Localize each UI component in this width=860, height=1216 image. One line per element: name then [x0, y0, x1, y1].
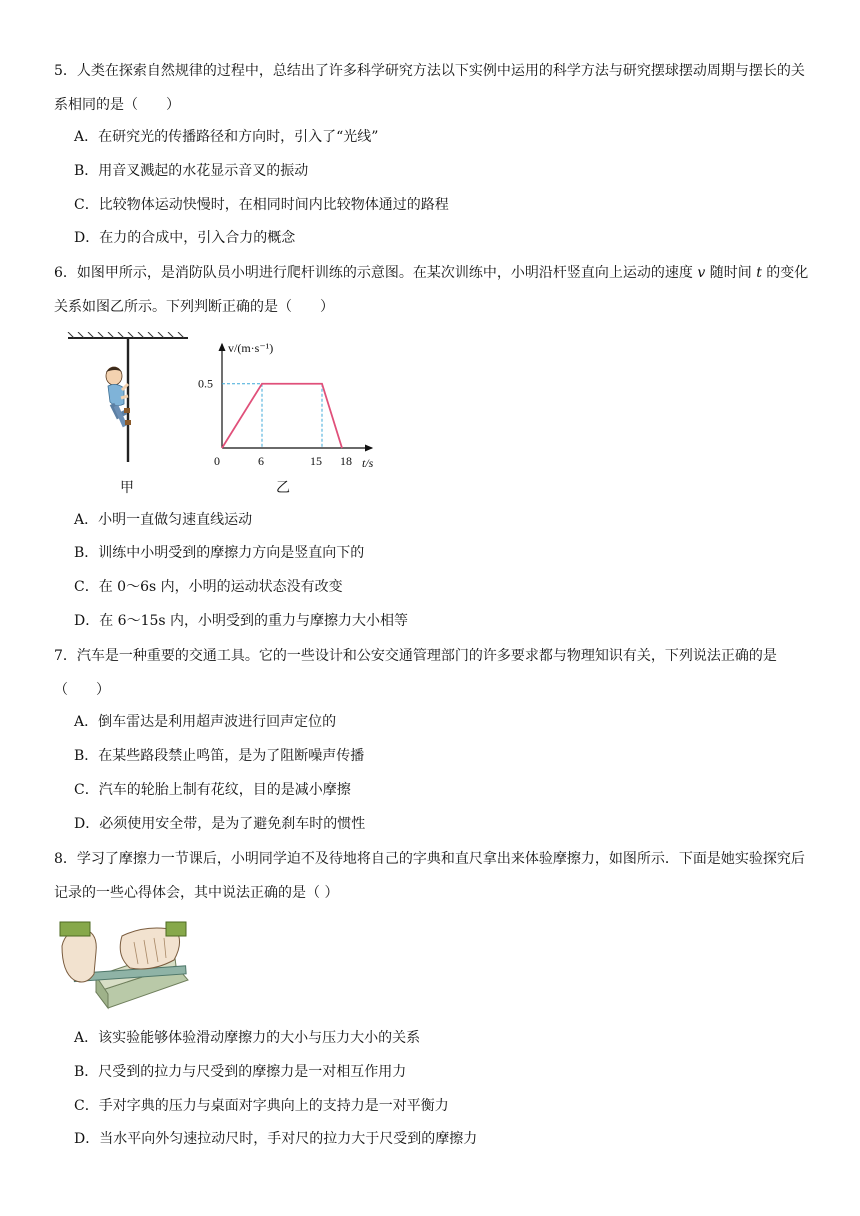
- x-tick-label: 18: [340, 454, 352, 468]
- question-6-option-a: A．小明一直做匀速直线运动: [74, 512, 253, 528]
- velocity-series-line: [222, 384, 342, 448]
- question-7-option-a: A．倒车雷达是利用超声波进行回声定位的: [74, 714, 337, 730]
- dictionary-ruler-figure: [56, 916, 190, 1014]
- y-axis-label: v/(m·s⁻¹): [228, 341, 274, 355]
- question-6-stem-text-2: 随时间: [705, 265, 757, 281]
- question-5-option-c: C．比较物体运动快慢时，在相同时间内比较物体通过的路程: [74, 197, 449, 213]
- question-5-option-a: A．在研究光的传播路径和方向时，引入了“光线”: [74, 129, 379, 145]
- figure-jia-label: 甲: [120, 481, 134, 496]
- question-6-var-t: t: [756, 265, 762, 281]
- x-axis-label: t/s: [362, 456, 374, 470]
- question-6-option-d: D．在 6～15s 内，小明受到的重力与摩擦力大小相等: [74, 613, 409, 629]
- question-6-option-b: B．训练中小明受到的摩擦力方向是竖直向下的: [74, 545, 365, 561]
- question-8-option-b: B．尺受到的拉力与尺受到的摩擦力是一对相互作用力: [74, 1064, 407, 1080]
- question-8-stem: 8．学习了摩擦力一节课后，小明同学迫不及待地将自己的字典和直尺拿出来体验摩擦力，如图所示．下面是她实验探究后记录的一些心得体会，其中说法正确的是（ ）: [54, 851, 805, 901]
- question-6-stem-text-3: 的变化关系如图乙所示。下列判断正确的是（ ）: [54, 265, 809, 315]
- question-8-option-d: D．当水平向外匀速拉动尺时，手对尺的拉力大于尺受到的摩擦力: [74, 1131, 478, 1147]
- figure-yi-label: 乙: [276, 481, 290, 496]
- question-6-var-v: v: [697, 265, 706, 281]
- question-7-option-d: D．必须使用安全带，是为了避免刹车时的惯性: [74, 816, 366, 832]
- question-8-option-a: A．该实验能够体验滑动摩擦力的大小与压力大小的关系: [74, 1030, 421, 1046]
- question-5-option-d: D．在力的合成中，引入合力的概念: [74, 230, 296, 246]
- question-7-option-c: C．汽车的轮胎上制有花纹，目的是减小摩擦: [74, 782, 351, 798]
- question-5-stem: 5．人类在探索自然规律的过程中，总结出了许多科学研究方法以下实例中运用的科学方法与研究摆球摆动周期与摆长的关系相同的是（ ）: [54, 63, 805, 113]
- y-tick-label: 0.5: [198, 376, 213, 391]
- question-7-option-b: B．在某些路段禁止鸣笛，是为了阻断噪声传播: [74, 748, 365, 764]
- question-6-stem-text-1: 6．如图甲所示，是消防队员小明进行爬杆训练的示意图。在某次训练中，小明沿杆竖直向上运动的速度: [54, 265, 698, 281]
- question-6-option-c: C．在 0～6s 内，小明的运动状态没有改变: [74, 579, 343, 595]
- velocity-time-chart: [194, 330, 394, 500]
- question-5-option-b: B．用音叉溅起的水花显示音叉的振动: [74, 163, 309, 179]
- question-6-stem: [54, 256, 814, 324]
- question-8-option-c: C．手对字典的压力与桌面对字典向上的支持力是一对平衡力: [74, 1098, 449, 1114]
- x-tick-label: 6: [258, 454, 264, 468]
- question-7-stem: 7．汽车是一种重要的交通工具。它的一些设计和公安交通管理部门的许多要求都与物理知识有关，下列说法正确的是（ ）: [54, 648, 777, 698]
- x-tick-label: 15: [310, 454, 322, 468]
- x-tick-label: 0: [214, 454, 220, 468]
- pole-climbing-figure: [66, 332, 196, 500]
